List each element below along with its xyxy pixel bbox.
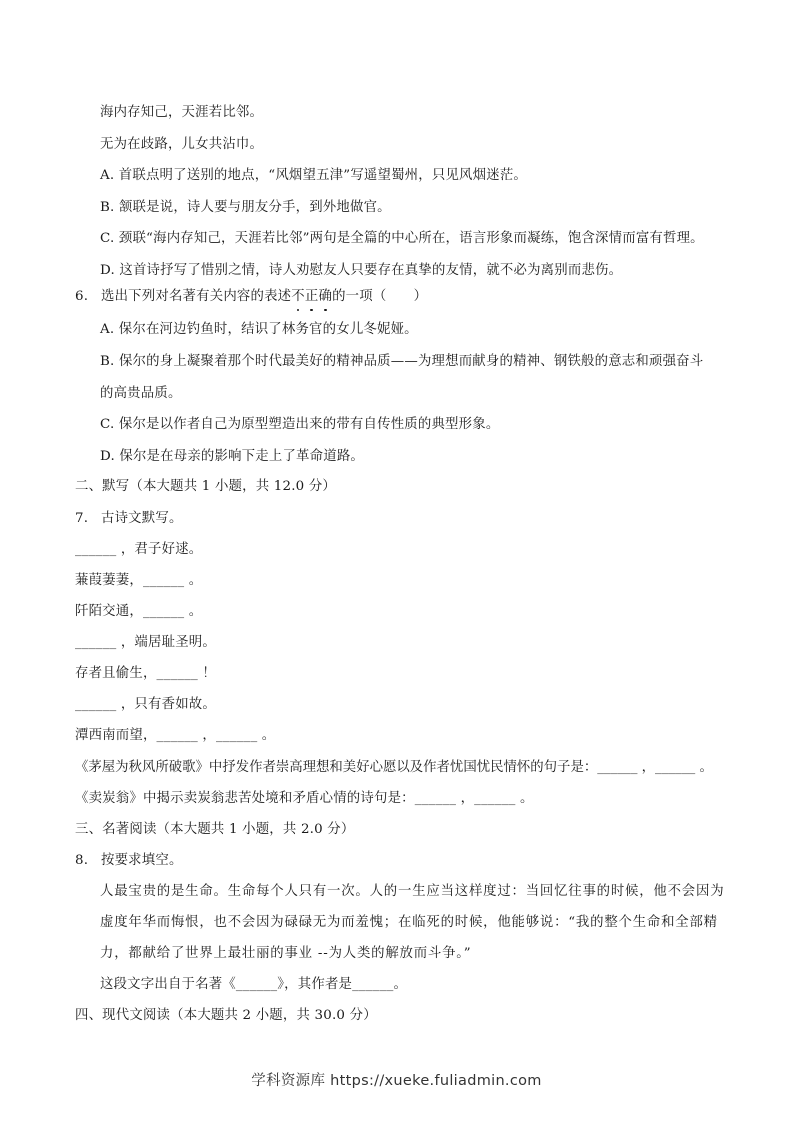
fill-blank-line: ______ ，只有香如故。 — [75, 697, 216, 712]
option-c: C. 颈联“海内存知己，天涯若比邻”两句是全篇的中心所在，语言形象而凝练，饱含深情而富有哲理。 — [100, 231, 704, 246]
fill-blank-line: 阡陌交通，______ 。 — [75, 604, 203, 619]
section-heading: 二、默写（本大题共 1 小题，共 12.0 分） — [75, 479, 337, 494]
option-b: B. 保尔的身上凝聚着那个时代最美好的精神品质——为理想而献身的精神、钢铁般的意志和顽强奋斗 — [100, 354, 704, 369]
question-6-stem — [75, 288, 427, 306]
fill-blank-line: ______ ，端居耻圣明。 — [75, 635, 216, 650]
poem-line: 海内存知己，天涯若比邻。 — [100, 105, 264, 120]
passage-line: 力，都献给了世界上最壮丽的事业 --为人类的解放而斗争。” — [100, 946, 472, 961]
fill-blank-line: 蒹葭萋萋，______ 。 — [75, 573, 203, 588]
option-d: D. 保尔是在母亲的影响下走上了革命道路。 — [100, 449, 365, 464]
section-heading: 四、现代文阅读（本大题共 2 小题，共 30.0 分） — [75, 1008, 377, 1023]
fill-blank-line: ______ ，君子好逑。 — [75, 542, 203, 557]
fill-blank-line: 这段文字出自于名著《______》，其作者是______。 — [100, 977, 408, 992]
option-c: C. 保尔是以作者自己为原型塑造出来的带有自传性质的典型形象。 — [100, 417, 500, 432]
question-8-stem — [75, 852, 183, 870]
fill-blank-line: 《茅屋为秋风所破歌》中抒发作者崇高理想和美好心愿以及作者忧国忧民情怀的句子是：______ ，______ 。 — [75, 760, 713, 775]
stem-text: 选出下列对名著有关内容的表述 — [101, 289, 292, 304]
emphasis-char: 确 — [318, 289, 333, 304]
stem-text: 按要求填空。 — [101, 853, 183, 868]
option-a: A. 保尔在河边钓鱼时，结识了林务官的女儿冬妮娅。 — [100, 322, 418, 337]
fill-blank-line: 《卖炭翁》中揭示卖炭翁悲苦处境和矛盾心情的诗句是：______ ，______ 。 — [75, 791, 534, 806]
footer-watermark: 学科资源库 https://xueke.fuliadmin.com — [251, 1073, 542, 1089]
emphasis-char: 不 — [291, 289, 305, 304]
question-number: 8. — [75, 853, 89, 868]
passage-line: 人最宝贵的是生命。生命每个人只有一次。人的一生应当这样度过：当回忆往事的时候，他不会因为 — [100, 884, 725, 899]
option-b: B. 颔联是说，诗人要与朋友分手，到外地做官。 — [100, 200, 391, 215]
question-7-stem — [75, 510, 183, 528]
fill-blank-line: 存者且偷生，______ ！ — [75, 666, 216, 681]
section-heading: 三、名著阅读（本大题共 1 小题，共 2.0 分） — [75, 822, 355, 837]
question-number: 7. — [75, 511, 89, 526]
option-b-continued: 的高贵品质。 — [100, 386, 182, 401]
poem-line: 无为在歧路，儿女共沾巾。 — [100, 137, 264, 152]
passage-line: 虚度年华而悔恨，也不会因为碌碌无为而羞愧；在临死的时候，他能够说：“我的整个生命和全部精 — [100, 915, 718, 930]
question-number: 6. — [75, 289, 89, 304]
fill-blank-line: 潭西南而望，______ ，______ 。 — [75, 728, 276, 743]
option-d: D. 这首诗抒写了惜别之情，诗人劝慰友人只要存在真挚的友情，就不必为离别而悲伤。 — [100, 263, 623, 278]
stem-text: 的一项（ ） — [332, 289, 428, 304]
stem-text: 古诗文默写。 — [101, 511, 183, 526]
option-a: A. 首联点明了送别的地点，“风烟望五津”写遥望蜀州，只见风烟迷茫。 — [100, 168, 528, 183]
emphasis-char: 正 — [304, 289, 319, 304]
